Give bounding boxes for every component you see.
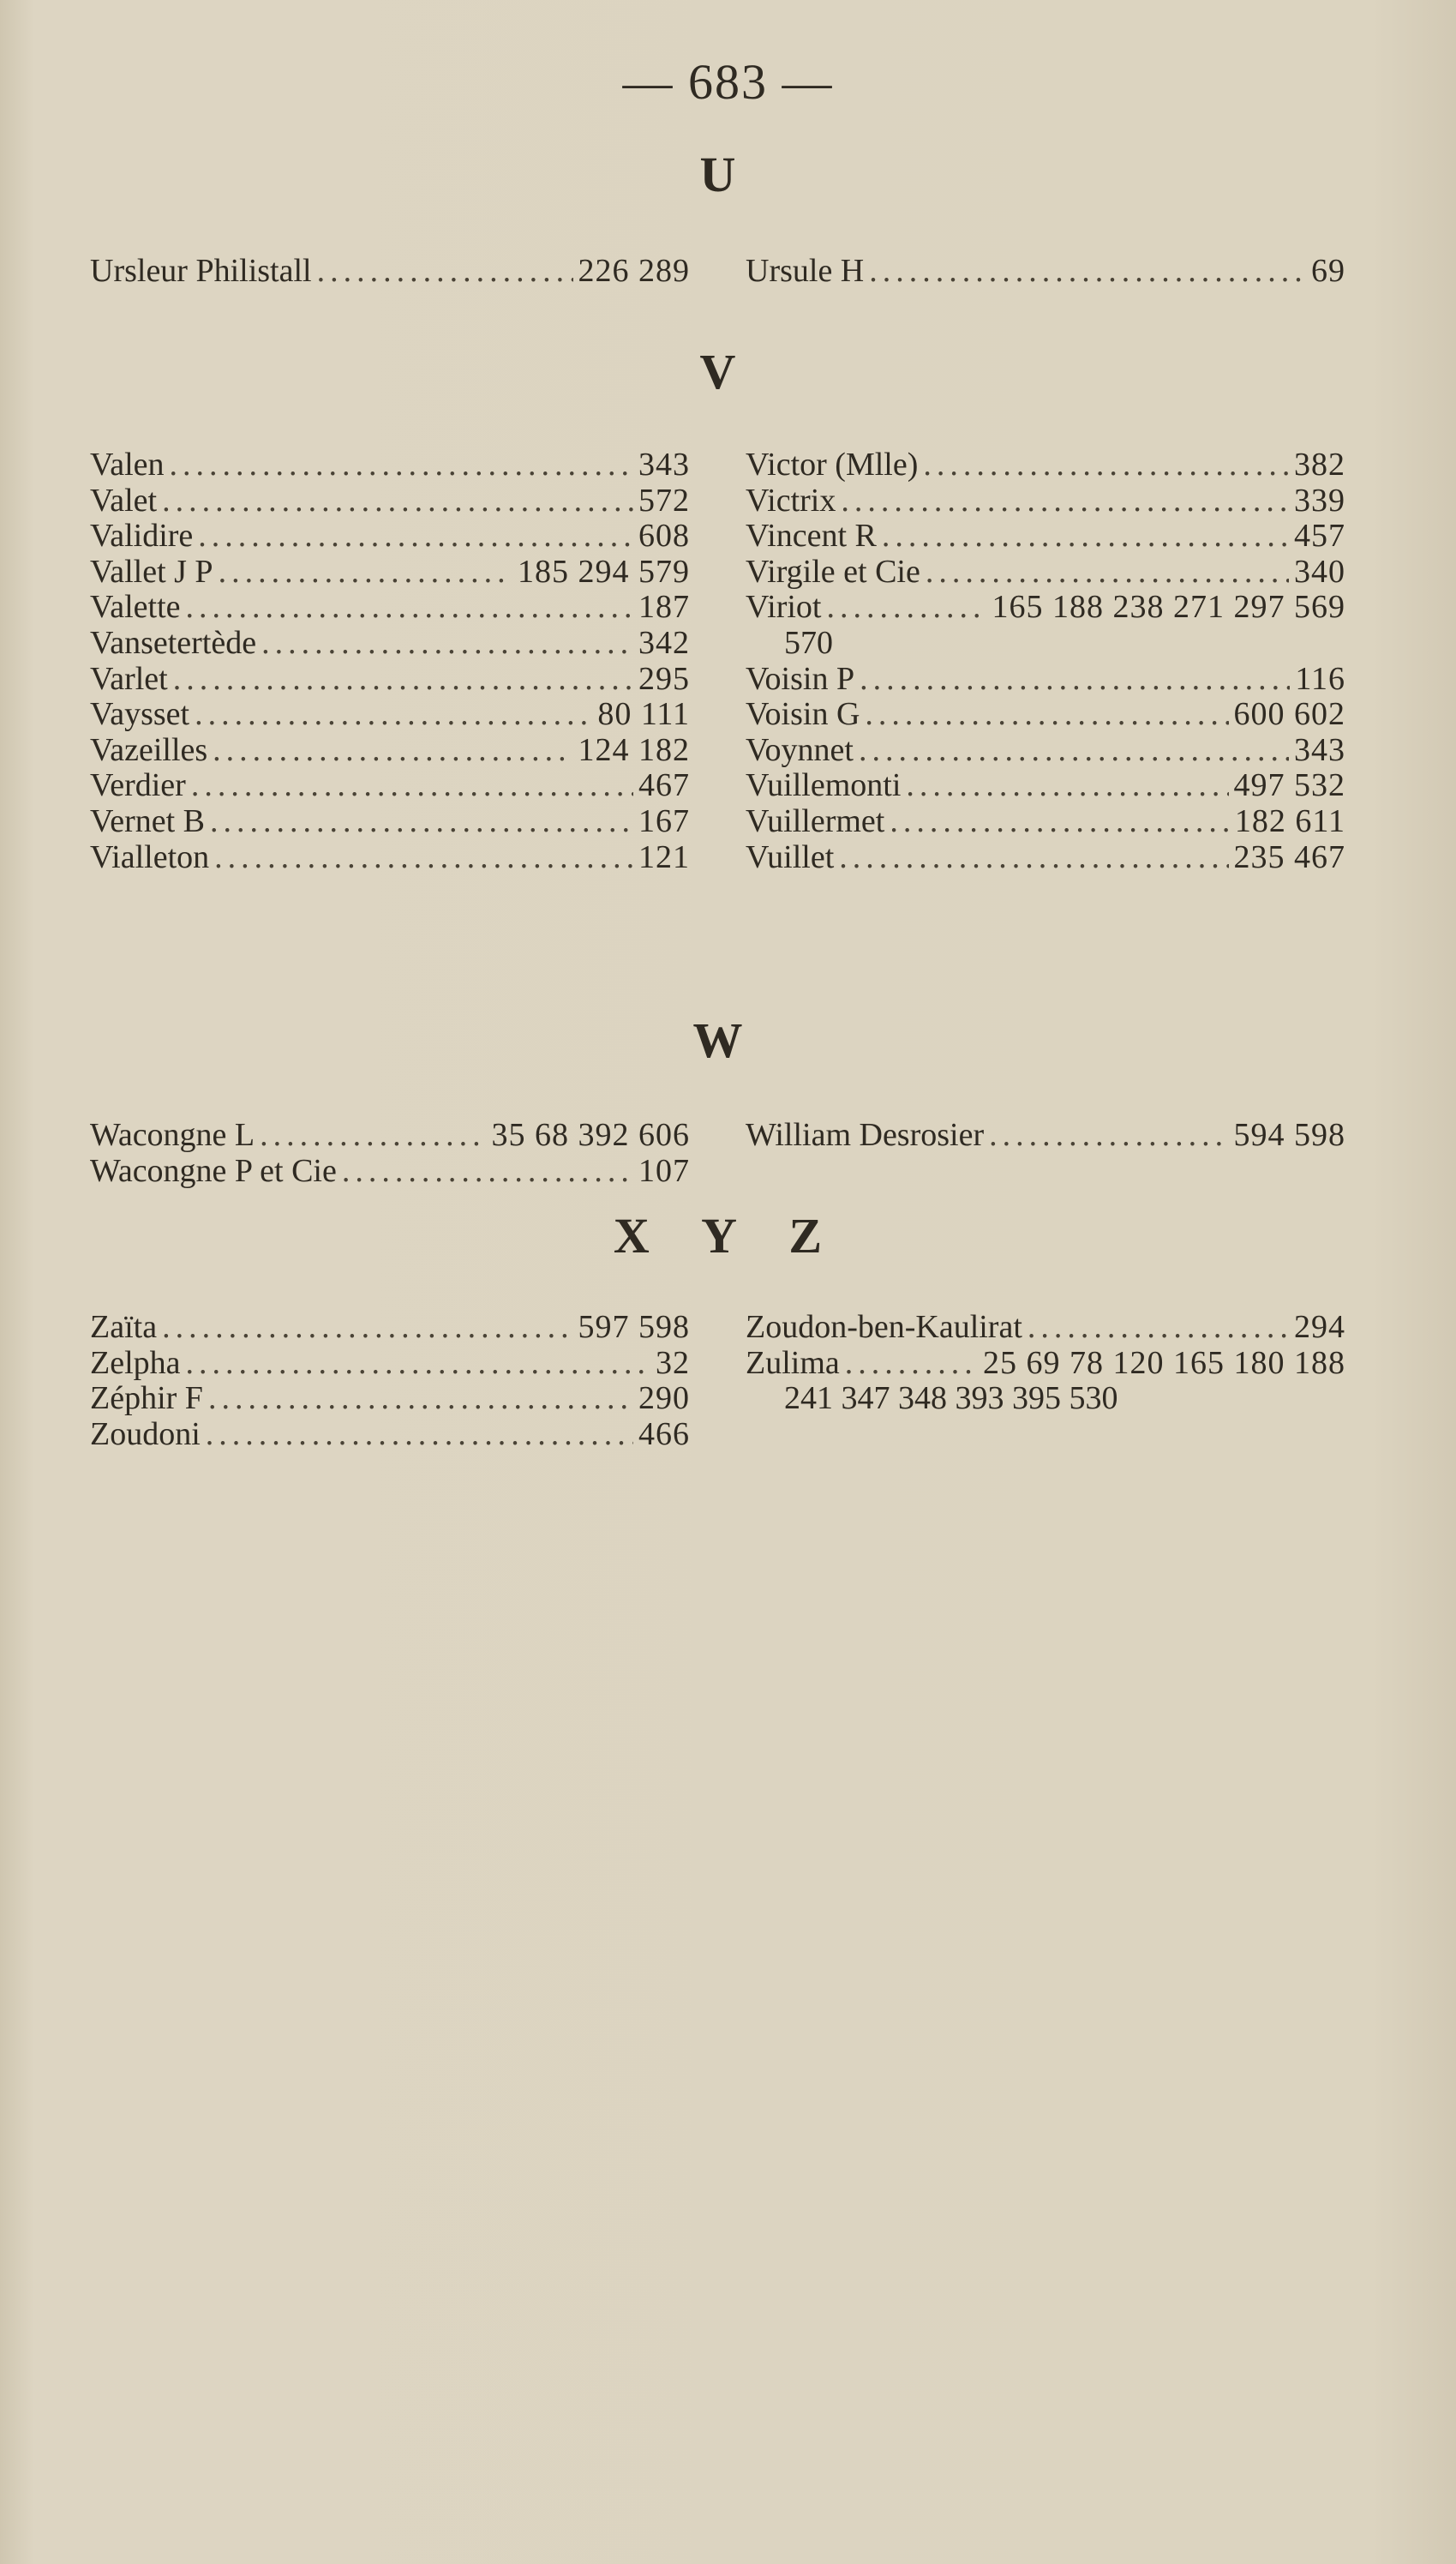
- index-entry: [90, 1344, 690, 1380]
- section-letter-xyz: X Y Z: [613, 1208, 843, 1264]
- entry-name: Viriot: [746, 589, 822, 626]
- entry-pages: 121: [638, 838, 690, 875]
- entry-name: Zéphir F: [90, 1380, 203, 1417]
- page-number: — 683 —: [622, 54, 834, 110]
- index-entry: [90, 252, 690, 288]
- entry-pages: 32: [656, 1344, 690, 1381]
- entry-pages: 457: [1294, 518, 1345, 555]
- entry-name: Vialleton: [90, 838, 210, 875]
- index-entry: [90, 446, 690, 482]
- entry-name: Ursule H: [746, 253, 865, 289]
- entry-pages: 594 598: [1233, 1117, 1345, 1153]
- entry-pages: 608: [638, 518, 690, 555]
- index-entry: [746, 446, 1345, 482]
- index-entry: [746, 553, 1345, 589]
- entry-pages: 187: [638, 589, 690, 626]
- section-w-left-column: [90, 1116, 690, 1187]
- entry-name: Voisin G: [746, 696, 860, 733]
- index-entry: [90, 517, 690, 553]
- entry-pages: 182 611: [1234, 802, 1345, 839]
- section-letter-w: W: [692, 1012, 764, 1068]
- entry-pages: 467: [638, 767, 690, 804]
- entry-pages: 382: [1294, 447, 1345, 483]
- section-xyz-left-column: [90, 1308, 690, 1450]
- entry-name: William Desrosier: [746, 1117, 985, 1153]
- entry-pages: 35 68 392 606: [491, 1117, 690, 1153]
- index-entry: [90, 624, 690, 660]
- section-w-right-column: [746, 1116, 1345, 1152]
- index-entry: [746, 731, 1345, 767]
- entry-pages: 343: [1294, 731, 1345, 768]
- entry-pages: 343: [638, 447, 690, 483]
- entry-pages: 597 598: [578, 1309, 690, 1345]
- entry-name: Virgile et Cie: [746, 553, 920, 590]
- index-entry: [746, 252, 1345, 288]
- index-entry: [90, 553, 690, 589]
- entry-pages: 342: [638, 624, 690, 661]
- entry-pages: 116: [1295, 660, 1345, 697]
- entry-name: Zoudoni: [90, 1415, 201, 1452]
- index-entry: [90, 660, 690, 696]
- entry-name: Vuillemonti: [746, 767, 902, 804]
- index-entry: [90, 1116, 690, 1152]
- index-entry: [90, 1379, 690, 1415]
- entry-name: Valet: [90, 482, 158, 519]
- entry-pages: 600 602: [1233, 696, 1345, 733]
- entry-pages: 167: [638, 802, 690, 839]
- entry-name: Vuillet: [746, 838, 835, 875]
- entry-name: Vaysset: [90, 696, 190, 733]
- entry-pages: 497 532: [1233, 767, 1345, 804]
- entry-pages: 226 289: [578, 253, 690, 289]
- entry-name: Ursleur Philistall: [90, 253, 312, 289]
- index-entry: [90, 1152, 690, 1188]
- index-entry: [746, 838, 1345, 874]
- entry-pages: 165 188 238 271 297 569: [992, 589, 1345, 626]
- index-entry: [746, 588, 1345, 624]
- index-entry: [90, 1308, 690, 1344]
- entry-name: Valen: [90, 447, 165, 483]
- entry-continuation: 570: [784, 624, 833, 661]
- entry-pages: 290: [638, 1380, 690, 1417]
- entry-name: Zaïta: [90, 1309, 158, 1345]
- entry-name: Voynnet: [746, 731, 854, 768]
- entry-name: Vernet B: [90, 802, 206, 839]
- index-entry: [746, 802, 1345, 838]
- entry-name: Vazeilles: [90, 731, 208, 768]
- section-v-right-column: [746, 446, 1345, 874]
- index-entry: [90, 766, 690, 802]
- entry-pages: 466: [638, 1415, 690, 1452]
- index-entry: [746, 1344, 1345, 1380]
- index-entry: [746, 1308, 1345, 1344]
- entry-name: Vincent R: [746, 518, 877, 555]
- entry-pages: 294: [1294, 1309, 1345, 1345]
- index-entry: [746, 695, 1345, 731]
- entry-name: Wacongne P et Cie: [90, 1152, 337, 1189]
- entry-name: Valette: [90, 589, 181, 626]
- entry-name: Victrix: [746, 482, 836, 519]
- entry-pages: 235 467: [1233, 838, 1345, 875]
- entry-name: Vansetertède: [90, 624, 257, 661]
- index-entry: [90, 731, 690, 767]
- index-entry: [746, 1116, 1345, 1152]
- section-letter-u: U: [699, 147, 757, 202]
- entry-pages: 340: [1294, 553, 1345, 590]
- index-entry: [90, 838, 690, 874]
- entry-continuation: 241 347 348 393 395 530: [784, 1380, 1118, 1417]
- entry-name: Zoudon-ben-Kaulirat: [746, 1309, 1022, 1345]
- entry-name: Verdier: [90, 767, 186, 804]
- index-entry: [746, 482, 1345, 518]
- section-u-right-column: [746, 252, 1345, 288]
- entry-pages: 124 182: [578, 731, 690, 768]
- index-entry: [90, 695, 690, 731]
- section-letter-v: V: [699, 344, 757, 399]
- entry-name: Varlet: [90, 660, 168, 697]
- index-entry: [90, 802, 690, 838]
- entry-name: Zelpha: [90, 1344, 181, 1381]
- entry-name: Vallet J P: [90, 553, 213, 590]
- entry-name: Vuillermet: [746, 802, 885, 839]
- entry-pages: 69: [1311, 253, 1345, 289]
- index-entry: [746, 517, 1345, 553]
- entry-name: Voisin P: [746, 660, 855, 697]
- index-entry: [90, 482, 690, 518]
- entry-pages: 295: [638, 660, 690, 697]
- section-xyz-right-column: [746, 1308, 1345, 1415]
- index-entry: [90, 1415, 690, 1451]
- entry-name: Victor (Mlle): [746, 447, 919, 483]
- entry-pages: 572: [638, 482, 690, 519]
- entry-name: Zulima: [746, 1344, 840, 1381]
- section-u-left-column: [90, 252, 690, 288]
- index-entry: [746, 766, 1345, 802]
- index-entry: [90, 588, 690, 624]
- index-entry: [746, 660, 1345, 696]
- entry-pages: 185 294 579: [518, 553, 690, 590]
- entry-name: Validire: [90, 518, 194, 555]
- entry-name: Wacongne L: [90, 1117, 255, 1153]
- entry-pages: 80 111: [597, 696, 690, 733]
- entry-pages: 25 69 78 120 165 180 188: [983, 1344, 1345, 1381]
- entry-pages: 107: [638, 1152, 690, 1189]
- section-v-left-column: [90, 446, 690, 874]
- entry-pages: 339: [1294, 482, 1345, 519]
